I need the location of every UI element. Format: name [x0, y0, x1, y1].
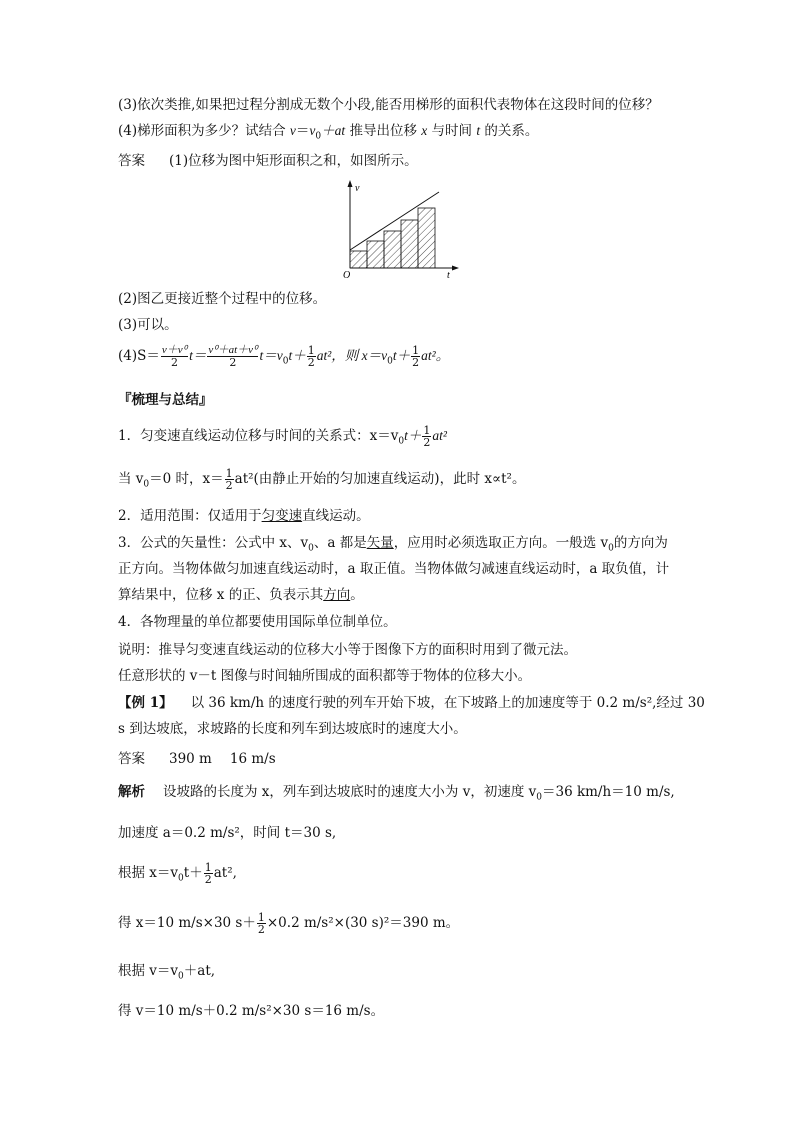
t-axis-arrow	[452, 266, 459, 271]
summary-1b: 当 $v_0=0$ 时，x＝ $\frac{1}{2}$ at²(由静止开始的匀加速直线运动)，此时 x∝t²。	[118, 467, 526, 492]
rect-2	[367, 241, 384, 268]
note-2: 任意形状的 v－t 图像与时间轴所围成的面积都等于物体的位移大小。	[118, 668, 532, 684]
example-label: 【例 1】	[118, 695, 173, 711]
rect-3	[384, 231, 401, 268]
answer-2: (2)图乙更接近整个过程中的位移。	[118, 291, 327, 307]
question-4: (4)梯形面积为多少？试结合 $v=v_0+at$ 推导出位移 x 与时间 t 的关系。	[118, 123, 539, 142]
axis-label-v: v	[355, 183, 360, 194]
answer-3: (3)可以。	[118, 317, 178, 333]
answer-example: 答案 390 m 16 m/s	[118, 751, 276, 767]
answer-label-2: 答案	[118, 751, 145, 767]
vt-graph	[335, 178, 465, 280]
solution-4: 得 x＝10 m/s×30 s＋ $\frac{1}{2}$ ×0.2 m/s²×(30 s)²＝390 m。	[118, 911, 460, 936]
solution-2: 加速度 a＝0.2 m/s²，时间 t＝30 s,	[118, 825, 337, 841]
v-axis-arrow	[348, 180, 353, 187]
question-3: (3)依次类推,如果把过程分割成无数个小段,能否用梯形的面积代表物体在这段时间的位移？	[118, 97, 659, 113]
solution-3: 根据 $x=v_0t+$ $\frac{1}{2}$ at²,	[118, 861, 237, 886]
origin-label: O	[343, 270, 351, 280]
solution-1: 解析 设坡路的长度为 x，列车到达坡底时的速度大小为 v，初速度 $v_0=36$ km/h＝10 m/s,	[118, 784, 675, 803]
answer-4: (4)S＝ $\frac{\text{v＋v⁰}}{2}$ t＝ $\frac{\text{v⁰＋at＋v⁰}}{2}$ $t=v_0t+$ $\frac{1}{2}$ at²，则 $x=v_0t+$ $\frac{1}{2}$ at²。	[118, 344, 450, 369]
section-title: 『梳理与总结』	[118, 392, 213, 408]
summary-1: 1．匀变速直线运动位移与时间的关系式：$x=v_0t+$ $\frac{1}{2}$ at²	[118, 424, 447, 449]
summary-4: 4．各物理量的单位都要使用国际单位制单位。	[118, 614, 397, 630]
solution-5: 根据 $v=v_0+at$,	[118, 963, 216, 982]
summary-3b: 正方向。当物体做匀加速直线运动时，a 取正值。当物体做匀减速直线运动时，a 取负值，计	[118, 561, 670, 577]
solution-6: 得 v＝10 m/s＋0.2 m/s²×30 s＝16 m/s。	[118, 1003, 385, 1019]
note-1: 说明：推导匀变速直线运动的位移大小等于图像下方的面积时用到了微元法。	[118, 642, 577, 658]
rect-5	[418, 208, 435, 268]
summary-2: 2．适用范围：仅适用于匀变速直线运动。	[118, 508, 370, 524]
axis-label-t: t	[447, 270, 450, 280]
solution-label: 解析	[118, 784, 145, 800]
answer-label: 答案	[118, 153, 145, 169]
example-1-cont: s 到达坡底，求坡路的长度和列车到达坡底时的速度大小。	[118, 721, 467, 737]
rect-1	[350, 251, 367, 268]
example-1: 【例 1】 以 36 km/h 的速度行驶的列车开始下坡，在下坡路上的加速度等于 0.2 m/s²,经过 30	[118, 695, 705, 711]
summary-3c: 算结果中，位移 x 的正、负表示其方向。	[118, 587, 364, 603]
answer-1: 答案 (1)位移为图中矩形面积之和，如图所示。	[118, 153, 418, 169]
summary-3a: 3．公式的矢量性：公式中 x、$v_0$、a 都是矢量，应用时必须选取正方向。一般选 $v_0$的方向为	[118, 535, 668, 554]
rect-4	[401, 220, 418, 268]
